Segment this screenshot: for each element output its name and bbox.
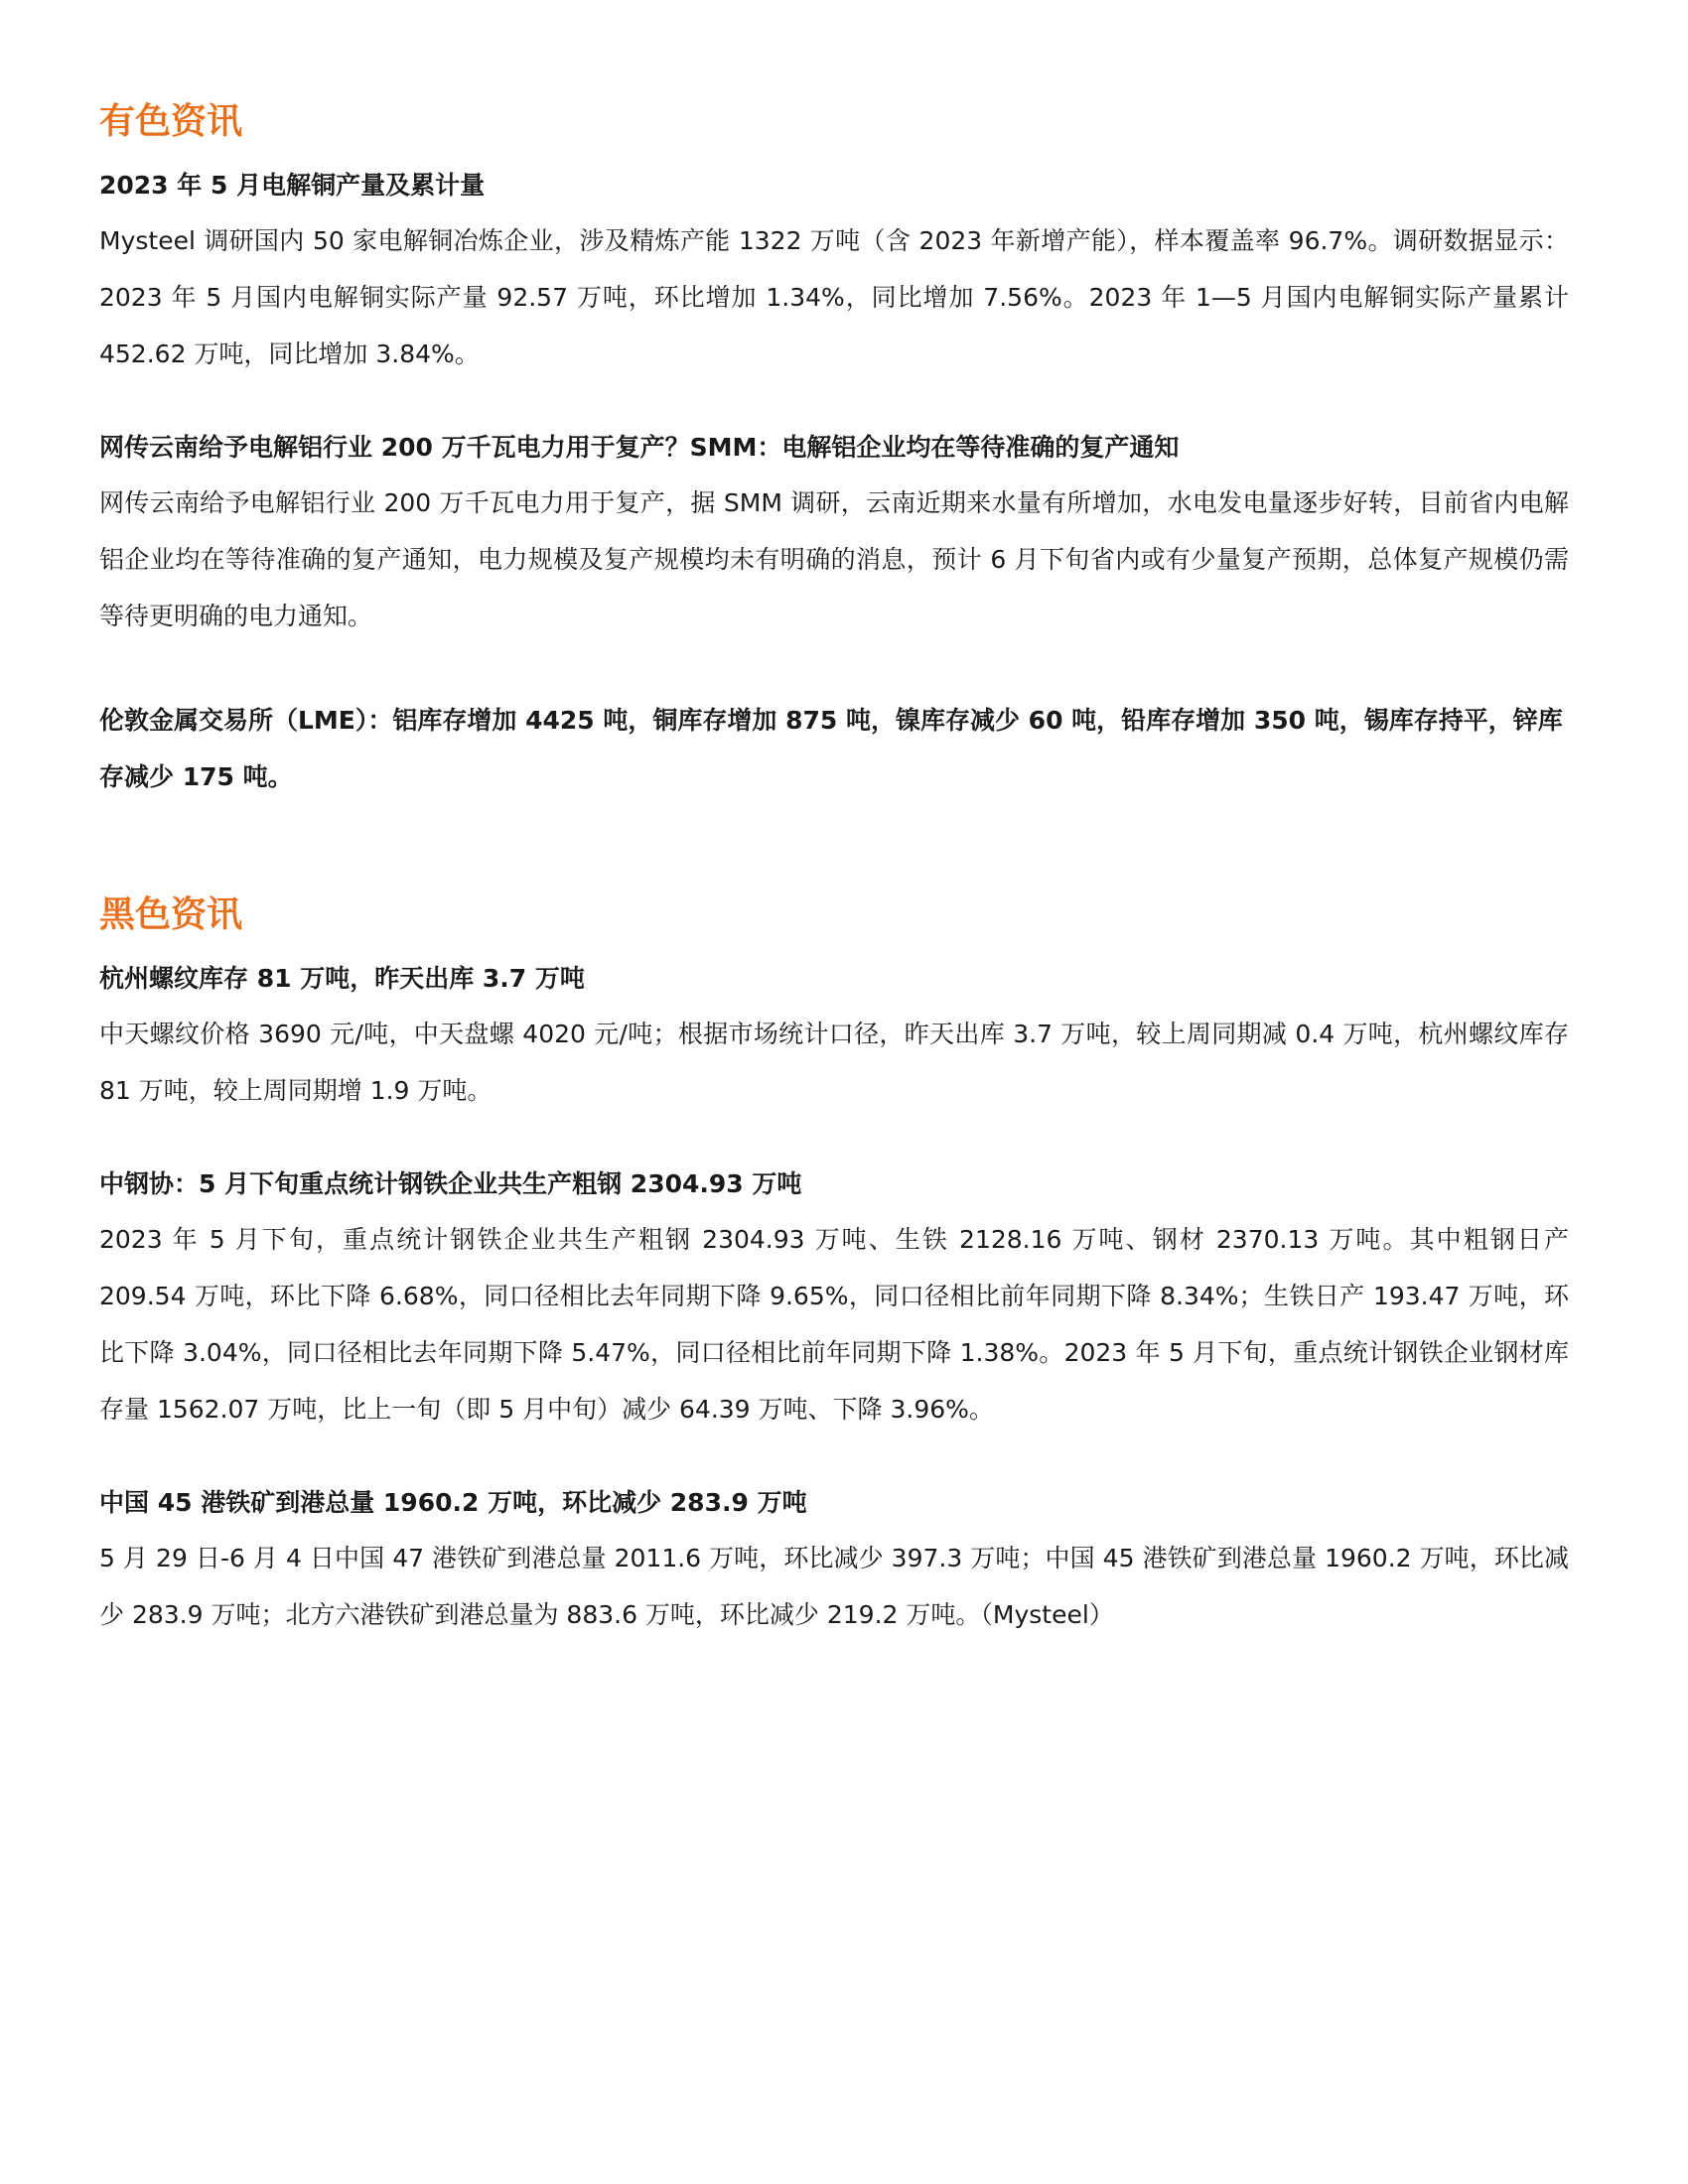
article-body: 网传云南给予电解铝行业 200 万千瓦电力用于复产，据 SMM 调研，云南近期来水量有所增加，水电发电量逐步好转，目前省内电解铝企业均在等待准确的复产通知，电力规模及复产规模均未有明确的消息，预计 6 月下旬省内或有少量复产预期，总体复产规模仍需等待更明确的电力通知。 xyxy=(99,487,1569,630)
article-title: 杭州螺纹库存 81 万吨，昨天出库 3.7 万吨 xyxy=(99,963,585,993)
document-page xyxy=(99,99,1569,1691)
article-iron-ore-arrivals xyxy=(99,1485,1569,1643)
article-hangzhou-rebar xyxy=(99,961,1569,1119)
section-title: 有色资讯 xyxy=(99,101,243,142)
article-copper-output xyxy=(99,168,1569,382)
article-body: 中天螺纹价格 3690 元/吨，中天盘螺 4020 元/吨；根据市场统计口径，昨天出库 3.7 万吨，较上周同期减 0.4 万吨，杭州螺纹库存 81 万吨，较上周同期增 1.9 万吨。 xyxy=(99,1019,1569,1105)
section-nonferrous-news xyxy=(99,99,1569,805)
article-title: 中国 45 港铁矿到港总量 1960.2 万吨，环比减少 283.9 万吨 xyxy=(99,1487,807,1517)
article-body: 2023 年 5 月下旬，重点统计钢铁企业共生产粗钢 2304.93 万吨、生铁 2128.16 万吨、钢材 2370.13 万吨。其中粗钢日产 209.54 万吨，环比下降 6.68%，同口径相比去年同期下降 9.65%，同口径相比前年同期下降 8.34%；生铁日产 193.47 万吨，环比下降 3.04%，同口径相比去年同期下降 5.47%，同口径相比前年同期下降 1.38%。2023 年 5 月下旬，重点统计钢铁企业钢材库存量 1562.07 万吨，比上一旬（即 5 月中旬）减少 64.39 万吨、下降 3.96%。 xyxy=(99,1224,1569,1424)
article-cisa-crude-steel xyxy=(99,1166,1569,1437)
article-title: 伦敦金属交易所（LME）：铝库存增加 4425 吨，铜库存增加 875 吨，镍库存减少 60 吨，铅库存增加 350 吨，锡库存持平，锌库存减少 175 吨。 xyxy=(99,705,1563,791)
article-title: 2023 年 5 月电解铜产量及累计量 xyxy=(99,170,486,200)
section-title: 黑色资讯 xyxy=(99,893,243,935)
article-title: 中钢协：5 月下旬重点统计钢铁企业共生产粗钢 2304.93 万吨 xyxy=(99,1168,802,1198)
article-body: 5 月 29 日-6 月 4 日中国 47 港铁矿到港总量 2011.6 万吨，环比减少 397.3 万吨；中国 45 港铁矿到港总量 1960.2 万吨，环比减少 283.9 万吨；北方六港铁矿到港总量为 883.6 万吨，环比减少 219.2 万吨。（Mysteel） xyxy=(99,1543,1569,1629)
article-title: 网传云南给予电解铝行业 200 万千瓦电力用于复产？SMM：电解铝企业均在等待准确的复产通知 xyxy=(99,432,1180,462)
article-body: Mysteel 调研国内 50 家电解铜冶炼企业，涉及精炼产能 1322 万吨（含 2023 年新增产能），样本覆盖率 96.7%。调研数据显示：2023 年 5 月国内电解铜实际产量 92.57 万吨，环比增加 1.34%，同比增加 7.56%。2023 年 1—5 月国内电解铜实际产量累计 452.62 万吨，同比增加 3.84%。 xyxy=(99,225,1569,368)
article-lme-inventory xyxy=(99,692,1569,805)
article-yunnan-aluminum xyxy=(99,430,1569,644)
section-ferrous-news xyxy=(99,892,1569,1643)
